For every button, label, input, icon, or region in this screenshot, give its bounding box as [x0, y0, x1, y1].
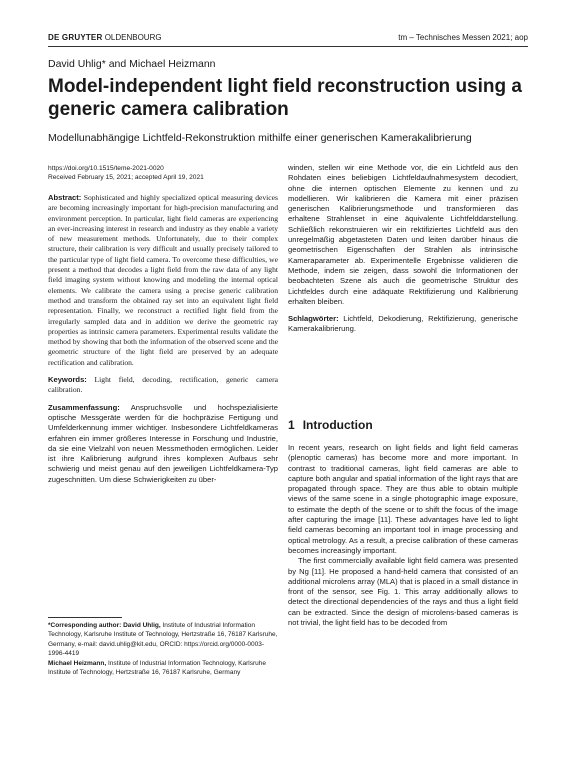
received-dates: Received February 15, 2021; accepted April 19, 2021 — [48, 174, 204, 181]
schlagwoerter-label: Schlagwörter: — [288, 314, 339, 324]
left-column — [48, 193, 278, 485]
author-line: David Uhlig* and Michael Heizmann — [48, 58, 216, 70]
schlagwoerter — [288, 314, 518, 335]
running-header — [48, 30, 528, 44]
section-heading — [288, 418, 373, 432]
keywords-label: Keywords: — [48, 375, 87, 385]
german-title: Modellunabhängige Lichtfeld-Rekonstruktion mithilfe einer generischen Kamerakalibrierung — [48, 132, 472, 144]
section-title: Introduction — [302, 418, 373, 432]
zusammenfassung — [48, 403, 278, 485]
zusammenfassung-text: Anspruchsvolle und hochspezialisierte optische Messgeräte werden für die hochpräzise Fertigung und Umfelderkennung immer wichtiger. Insbesondere Lichtfeldkameras erfahren ein immer größeres Interesse in Forschung und Industrie, da sie eine Vielzahl von neuen Messmethoden ermöglichen. Leider ist ihre Kalibrierung aufgrund ihres komplexen Aufbaus sehr schwierig und meist genau auf den jeweiligen Lichtfeldkamera-Typ zugeschnitten. Um diese Schwierigkeiten zu über- — [48, 402, 278, 484]
header-divider — [48, 46, 528, 47]
publisher-logo: DE GRUYTER OLDENBOURG — [48, 32, 162, 42]
author-footnote — [48, 621, 280, 677]
zusammenfassung-label: Zusammenfassung: — [48, 402, 120, 412]
doi-link[interactable]: https://doi.org/10.1515/teme-2021-0020 — [48, 165, 164, 172]
second-author-label: Michael Heizmann, — [48, 659, 107, 667]
right-column-top — [288, 163, 518, 335]
corresponding-author-label: *Corresponding author: David Uhlig, — [48, 622, 161, 629]
keywords-text: Light field, decoding, rectification, generic camera calibration. — [48, 375, 278, 395]
schlagwoerter-text: Lichtfeld, Dekodierung, Rektifizierung, generische Kamerakalibrierung. — [288, 314, 518, 334]
journal-citation: tm – Technisches Messen 2021; aop — [398, 32, 528, 42]
abstract — [48, 193, 278, 368]
footnote-divider — [48, 617, 122, 618]
keywords — [48, 375, 278, 396]
intro-paragraph-2: The first commercially available light field camera was presented by Ng [11]. He proposed a hand-held camera that consisted of an additional microlens array (MLA) that is placed in a small distance in front of the sensor, see Fig. 1. This array additionally allows to detect the directional dependencies of the rays and thus a light field can be extracted. Since the design of microlens-based cameras is not trivial, the light field has to be decoded from — [288, 556, 518, 628]
article-metadata — [48, 164, 204, 182]
introduction-text — [288, 443, 518, 628]
paper-title: Model-independent light field reconstruction using a generic camera calibration — [48, 76, 522, 120]
abstract-text: Sophisticated and highly specialized optical measuring devices are becoming increasingly important for high-precision manufacturing and environment perception. In particular, light field cameras are experiencing an ever-increasing interest in research and industry as they enable a variety of new measurement methods. Unfortunately, due to their complex structure, their calibration is very difficult and usually precisely tailored to the particular type of light field camera. To overcome these difficulties, we present a method that decodes a light field from the raw data of any light field imaging system without knowing and modeling the internal optical elements. We calibrate the camera using a precise generic calibration method and transform the obtained ray set into an equivalent light field representation. Finally, we reconstruct a rectified light field from the irregularly sampled data and in addition we derive the geometric ray properties as intrinsic camera parameters. Experimental results validate the method by showing that both the information of the observed scene and the geometric structure of the light field are preserved by an adequate rectification and calibration. — [48, 193, 278, 367]
corresponding-author-affiliation: Institute of Industrial Information Technology, Karlsruhe Institute of Technology, Hertzstraße 16, 76187 Karlsruhe, Germany, e-mail: david.uhlig@kit.edu, ORCID: https://orcid.org/0000-0003-1996-4419 — [48, 622, 278, 658]
second-author-affiliation: Institute of Industrial Information Technology, Karlsruhe Institute of Technology, Hertzstraße 16, 76187 Karlsruhe, Germany — [48, 659, 266, 677]
section-number: 1 — [288, 418, 295, 432]
zusammenfassung-continued: winden, stellen wir eine Methode vor, die ein Lichtfeld aus den Rohdaten eines beliebigen Lichtfeldaufnahmesystem decodiert, ohne die internen optischen Elemente zu kennen und zu modellieren. Wir kalibrieren die Kamera mit einer präzisen generischen Kalibrierungsmethode und transformieren das erhaltene Strahlenset in eine äquivalente Lichtfelddarstellung. Schließlich rekonstruieren wir ein rektifiziertes Lichtfeld aus den unregelmäßig abgetasteten Daten und leiten darüber hinaus die geometrischen Eigenschaften der Strahlen als intrinsische Kameraparameter ab. Experimentelle Ergebnisse validieren die Methode, indem sie zeigen, dass sowohl die Informationen der beobachteten Szene als auch die geometrische Struktur des Lichtfeldes durch eine adäquate Rektifizierung und Kalibrierung erhalten bleiben. — [288, 163, 518, 306]
intro-paragraph-1: In recent years, research on light fields and light field cameras (plenoptic cameras) has become more and more important. In contrast to traditional cameras, light field cameras are able to capture both angular and spatial information of the light rays that are propagated through space. They are thus able to obtain multiple views of the same scene in a single photographic image exposure, to estimate the depth of the scene or to shift the focus of the image after capturing the image [11]. These advantages have led to light field cameras becoming an important tool in image processing and optical metrology. As a result, a precise calibration of these cameras becomes increasingly important. — [288, 443, 518, 555]
abstract-label: Abstract: — [48, 193, 82, 202]
